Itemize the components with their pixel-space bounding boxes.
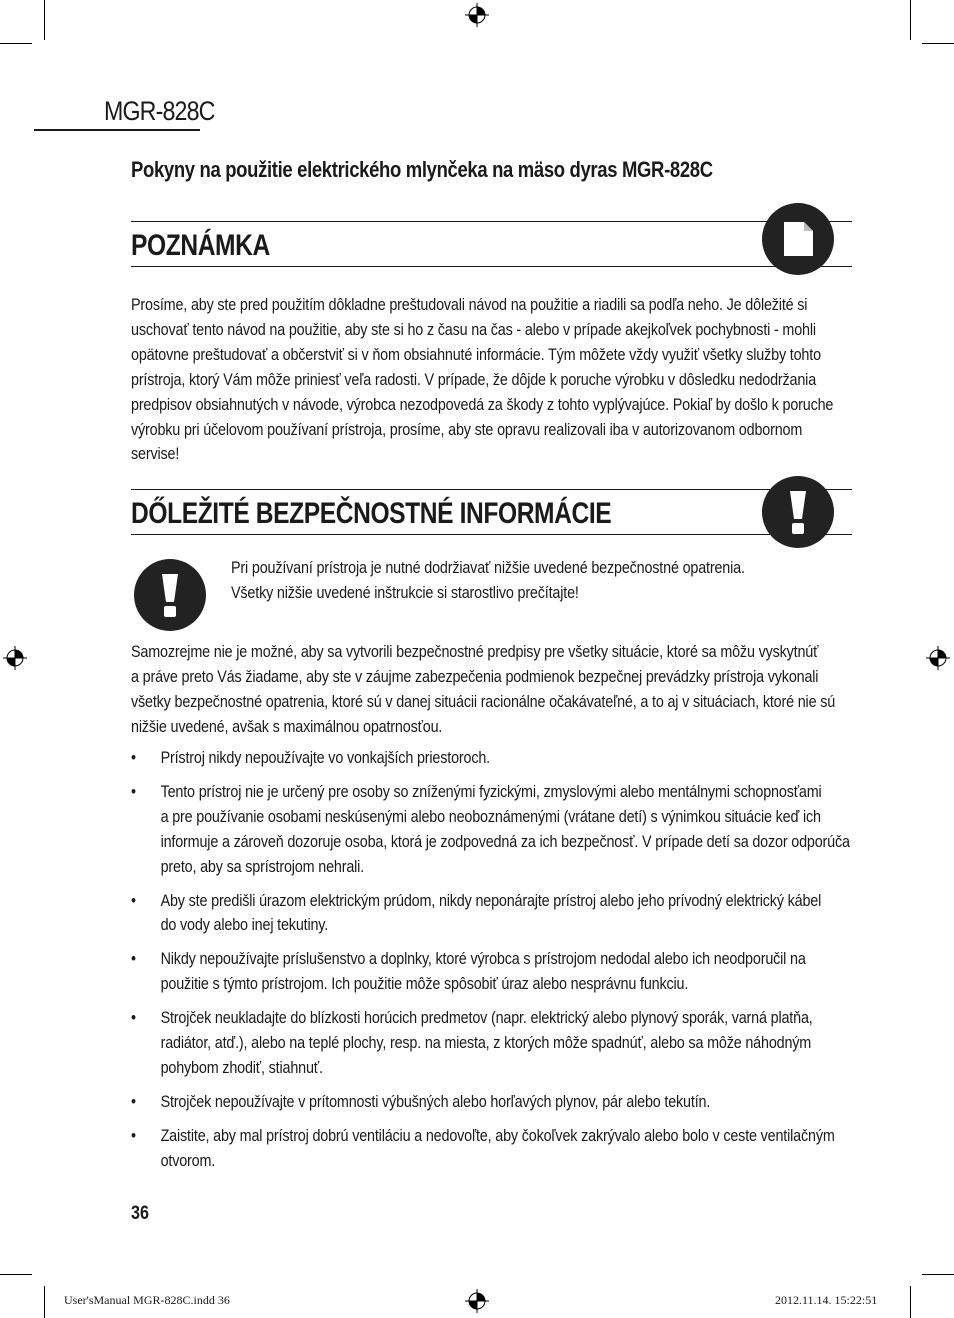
bullet-icon: • [131,949,136,969]
text-line: Všetky nižšie uvedené inštrukcie si starostlivo prečítajte! [231,582,579,602]
text-line: Nikdy nepoužívajte príslušenstvo a doplnky, ktoré výrobca s prístrojom nedodal alebo ich neodporučil na [160,949,806,969]
list-item [131,780,853,880]
bullet-icon: • [131,781,136,801]
crop-mark [922,43,954,44]
bullet-icon: • [131,1125,136,1145]
crop-mark [910,1286,911,1318]
section-rule-bottom [131,534,852,535]
page-number: 36 [131,1203,149,1224]
text-line: pohybom zhodiť, stiahnuť. [160,1057,323,1077]
text-line: Prosíme, aby ste pred použitím dôkladne preštudovali návod na použitie a riadili sa podľa neho. Je dôležité si [131,295,808,314]
text-line: Zaistite, aby mal prístroj dobrú ventiláciu a nedovoľte, aby čokoľvek zakrývalo alebo bolo v ceste ventilačným [160,1125,835,1145]
exclamation-icon [762,476,834,548]
text-line: Prístroj nikdy nepoužívajte vo vonkajších priestoroch. [160,748,490,767]
header-rule [34,129,200,131]
section-rule-top [131,221,852,222]
section-rule-top [131,489,852,490]
bullet-icon: • [131,890,136,910]
text-line: a práve preto Vás žiadame, aby ste v záujme zabezpečenia podmienok bezpečnej prevádzky prístroja vykonali [131,666,819,686]
bullet-icon: • [131,1091,136,1111]
exclamation-icon [134,559,206,631]
crop-mark [910,0,911,40]
registration-mark-icon [3,646,27,670]
note-paragraph [131,293,849,467]
bullet-icon: • [131,748,136,767]
text-line: použitie s týmto prístrojom. Ich použitie môže spôsobiť úraz alebo nesprávnu funkciu. [160,974,689,994]
footer-timestamp: 2012.11.14. 15:22:51 [775,1293,878,1307]
model-header: MGR-828C [104,96,215,126]
text-line: uschovať tento návod na použitie, aby ste si ho z času na čas - alebo v prípade akejkoľvek pochybnosti - mohli [131,319,816,339]
text-line: Aby ste predišli úrazom elektrickým prúdom, nikdy neponárajte prístroj alebo jeho prívodný elektrický kábel [160,890,822,910]
crop-mark [44,0,45,40]
list-item [131,1090,853,1115]
list-item [131,746,853,771]
footer-filename: User'sManual MGR-828C.indd 36 [64,1293,230,1307]
safety-heading: DŐLEŽITÉ BEZPEČNOSTNÉ INFORMÁCIE [131,497,612,530]
section-rule-bottom [131,266,852,267]
safety-bullet-list [131,746,853,1183]
document-title: Pokyny na použitie elektrického mlynčeka na mäso dyras MGR-828C [131,157,713,182]
text-line: predpisov obsiahnutých v návode, výrobca nezodpovedá za škody z tohto vyplývajúce. Pokiaľ by došlo k poruche [131,394,834,414]
text-line: Strojček neukladajte do blízkosti horúcich predmetov (napr. elektrický alebo plynový sporák, varná platňa, [160,1008,813,1028]
text-line: informuje a zároveň dozoruje osoba, ktorá je zodpovedná za ich bezpečnosť. V prípade detí sa dozor odporúča [160,831,850,851]
safety-general-paragraph [131,640,849,740]
note-heading: POZNÁMKA [131,229,270,262]
text-line: Strojček nepoužívajte v prítomnosti výbušných alebo horľavých plynov, pár alebo tekutín. [160,1091,711,1111]
document-icon [762,203,834,275]
list-item [131,1006,853,1081]
list-item [131,947,853,997]
text-line: všetky bezpečnostné opatrenia, ktoré sú v danej situácii racionálne očakávateľné, a to aj v situáciach, ktoré nie sú [131,691,836,711]
text-line: servise! [131,444,180,464]
text-line: prístroja, ktorý Vám môže priniesť veľa radosti. V prípade, že dôjde k poruche výrobku v dôsledku nedodržania [131,369,817,389]
safety-intro [231,556,823,606]
text-line: výrobku pri účelovom používaní prístroja, prosíme, aby ste opravu realizovali iba v autorizovanom odbornom [131,419,803,439]
text-line: do vody alebo inej tekutiny. [160,915,329,935]
text-line: Tento prístroj nie je určený pre osoby so zníženými fyzickými, zmyslovými alebo mentálnymi schopnosťami [160,781,822,801]
registration-mark-icon [465,1289,489,1313]
text-line: nižšie uvedené, avšak s maximálnou opatrnosťou. [131,716,443,736]
list-item [131,1124,853,1174]
text-line: radiátor, atď.), alebo na teplé plochy, resp. na miesta, z ktorých môže spadnúť, alebo sa môže náhodným [160,1033,812,1053]
text-line: preto, aby sa sprístrojom nehrali. [160,856,365,876]
text-line: Pri používaní prístroja je nutné dodržiavať nižšie uvedené bezpečnostné opatrenia. [231,558,745,577]
crop-mark [44,1286,45,1318]
text-line: a pre používanie osobami neskúsenými alebo neoboznámenými (vrátane detí) s výnimkou situácie keď ich [160,806,821,826]
registration-mark-icon [926,646,950,670]
registration-mark-icon [465,3,489,27]
crop-mark [0,1274,32,1275]
bullet-icon: • [131,1008,136,1028]
text-line: Samozrejme nie je možné, aby sa vytvorili bezpečnostné predpisy pre všetky situácie, ktoré sa môžu vyskytnúť [131,642,819,661]
crop-mark [922,1274,954,1275]
text-line: otvorom. [160,1150,216,1170]
crop-mark [0,43,32,44]
text-line: opätovne preštudovať a občerstviť si v ňom obsiahnuté informácie. Tým môžete vždy využiť všetky služby tohto [131,344,821,364]
list-item [131,889,853,939]
